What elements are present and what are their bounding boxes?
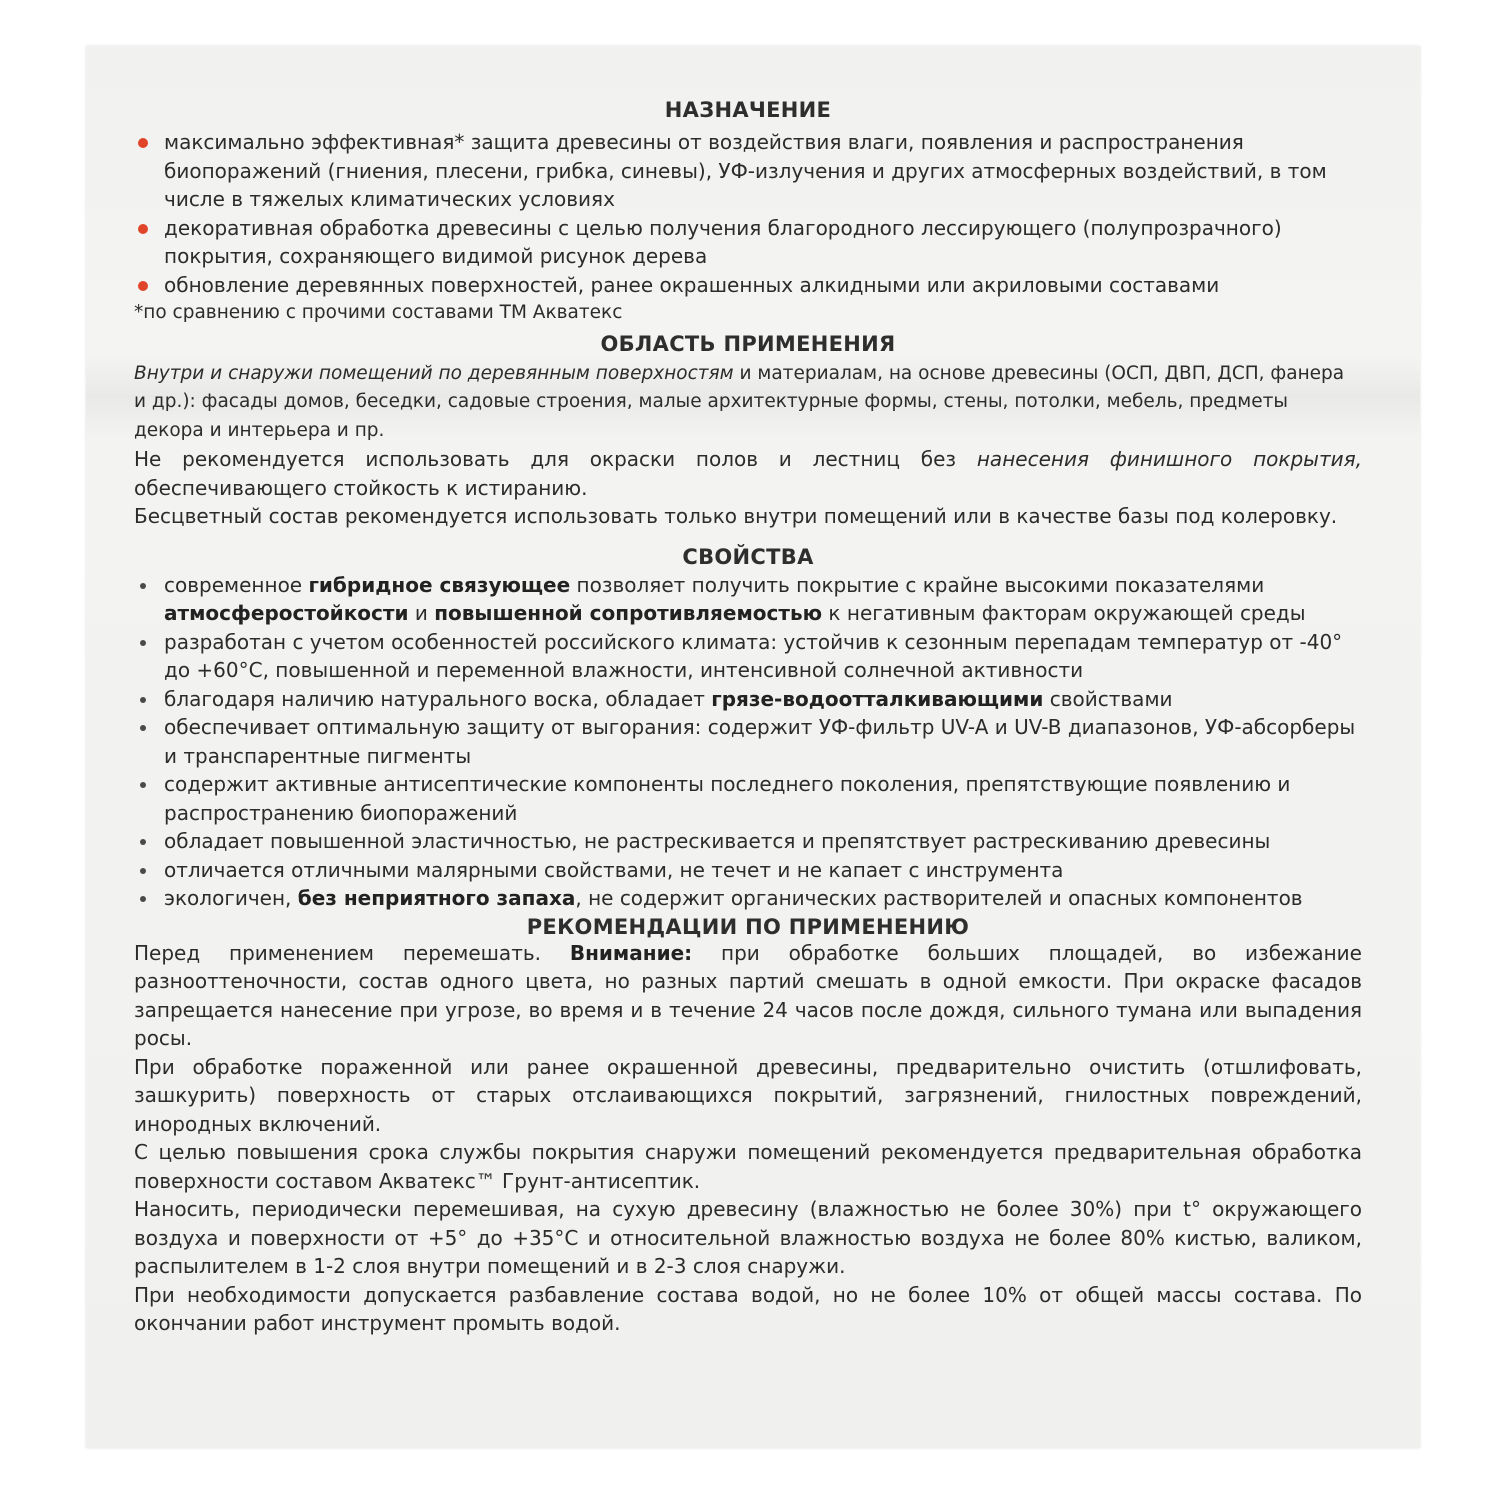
list-item-text: обновление деревянных поверхностей, ранее окрашенных алкидными или акриловыми составами (164, 272, 1220, 297)
paragraph: При необходимости допускается разбавление состава водой, но не более 10% от общей массы состава. По окончании работ инструмент промыть водой. (134, 1282, 1362, 1335)
text: , не содержит органических растворителей и опасных компонентов (575, 886, 1303, 910)
list-item (134, 128, 1362, 214)
italic-text: Внутри и снаружи помещений по деревянным поверхностям (134, 362, 734, 384)
bold-text: грязе-водоотталкивающими (711, 686, 1044, 711)
text: позволяет получить покрытие с крайне высокими показателями (570, 572, 1265, 597)
bullet-icon (138, 138, 148, 148)
bold-text: без неприятного запаха (297, 886, 576, 910)
list-item (134, 713, 1362, 770)
paragraph: Бесцветный состав рекомендуется использовать только внутри помещений или в качестве базы под колеровку. (134, 504, 1338, 528)
section-title: СВОЙСТВА (682, 544, 814, 569)
list-item (134, 827, 1362, 856)
text: свойствами (1043, 686, 1173, 711)
section-purpose (134, 98, 1362, 328)
bullet-icon (140, 896, 146, 902)
text: современное (164, 572, 309, 597)
text: Не рекомендуется использовать для окраски полов и лестниц без (134, 447, 977, 471)
bold-text: Внимание: (569, 940, 693, 965)
footnote: *по сравнению с прочими составами ТМ Акватекс (134, 302, 623, 323)
paragraph (134, 445, 1362, 502)
list-item (134, 884, 1362, 913)
paragraph (134, 360, 1362, 446)
text: экологичен, (164, 886, 298, 910)
list-item (134, 271, 1362, 300)
bullet-icon (140, 583, 146, 589)
text: благодаря наличию натурального воска, обладает (164, 686, 712, 711)
italic-text: нанесения финишного покрытия, (976, 447, 1362, 471)
text: к негативным факторам окружающей среды (822, 601, 1306, 625)
list-item-text: обладает повышенной эластичностью, не растрескивается и препятствует растрескиванию древесины (164, 829, 1271, 853)
list-item (134, 571, 1362, 628)
list-item (134, 770, 1362, 827)
list-item-text: разработан с учетом особенностей российского климата: устойчив к сезонным перепадам температур от -40° до +60°С, повышенной и переменной влажности, интенсивной солнечной активности (164, 629, 1343, 682)
section-title: НАЗНАЧЕНИЕ (664, 98, 832, 122)
bullet-icon (138, 224, 148, 234)
paragraph: При обработке пораженной или ранее окрашенной древесины, предварительно очистить (отшлифовать, зашкурить) поверхность от старых отслаивающихся покрытий, загрязнений, гнилостных повреждений, инородных включений. (134, 1054, 1362, 1136)
paragraph: С целью повышения срока службы покрытия снаружи помещений рекомендуется предварительная обработка поверхности составом Акватекс™ Грунт-антисептик. (134, 1140, 1362, 1193)
text: Перед применением перемешать. (134, 940, 570, 965)
section-properties (134, 545, 1362, 913)
bullet-icon (140, 782, 146, 788)
list-item (134, 856, 1362, 885)
paragraph (134, 939, 1362, 1053)
list-item-text: декоративная обработка древесины с целью получения благородного лессирующего (полупрозрачного) покрытия, сохраняющего видимой рисунок дерева (164, 215, 1282, 268)
section-application-area (134, 332, 1362, 531)
list-item (134, 685, 1362, 714)
list-item-text: обеспечивает оптимальную защиту от выгорания: содержит УФ-фильтр UV-A и UV-B диапазонов, УФ-абсорберы и транспарентные пигменты (164, 715, 1356, 768)
list-item (134, 628, 1362, 685)
list-item-text: максимально эффективная* защита древесины от воздействия влаги, появления и распространения биопоражений (гниения, плесени, грибка, синевы), УФ-излучения и других атмосферных воздействий, в том числе в тяжелых климатических условиях (164, 130, 1327, 211)
bold-text: атмосферостойкости (164, 601, 409, 625)
section-recommendations (134, 915, 1362, 1338)
bullet-icon (140, 640, 146, 646)
list-item-text: отличается отличными малярными свойствами, не течет и не капает с инструмента (164, 857, 1064, 882)
properties-list (134, 571, 1362, 913)
bullet-icon (140, 725, 146, 731)
text: и (408, 601, 435, 625)
bold-text: гибридное связующее (308, 572, 571, 597)
section-title: РЕКОМЕНДАЦИИ ПО ПРИМЕНЕНИЮ (526, 914, 970, 939)
document-content (134, 98, 1362, 1338)
bullet-icon (140, 868, 146, 874)
bullet-icon (140, 839, 146, 845)
list-item (134, 214, 1362, 271)
text: при обработке больших площадей, во избежание разнооттеночности, состав одного цвета, но разных партий смешать в одной емкости. При окраске фасадов запрещается нанесение при угрозе, во время и в течение 24 часов после дождя, сильного тумана или выпадения росы. (134, 940, 1362, 1050)
bullet-icon (140, 697, 146, 703)
section-title: ОБЛАСТЬ ПРИМЕНЕНИЯ (600, 331, 896, 356)
paragraph: Наносить, периодически перемешивая, на сухую древесину (влажностью не более 30%) при t° окружающего воздуха и поверхности от +5° до +35°С и относительной влажностью воздуха не более 80% кистью, валиком, распылителем в 1-2 слоя внутри помещений и в 2-3 слоя снаружи. (134, 1197, 1362, 1278)
purpose-list (134, 128, 1362, 299)
bold-text: повышенной сопротивляемостью (434, 601, 823, 625)
text: и материалам, на основе древесины (ОСП, ДВП, ДСП, фанера и др.): фасады домов, беседки, садовые строения, малые архитектурные формы, стены, потолки, мебель, предметы декора и интерьера и пр. (134, 362, 1345, 441)
bullet-icon (138, 281, 148, 291)
list-item-text: содержит активные антисептические компоненты последнего поколения, препятствующие появлению и распространению биопоражений (164, 772, 1291, 825)
text: обеспечивающего стойкость к истиранию. (134, 475, 588, 500)
